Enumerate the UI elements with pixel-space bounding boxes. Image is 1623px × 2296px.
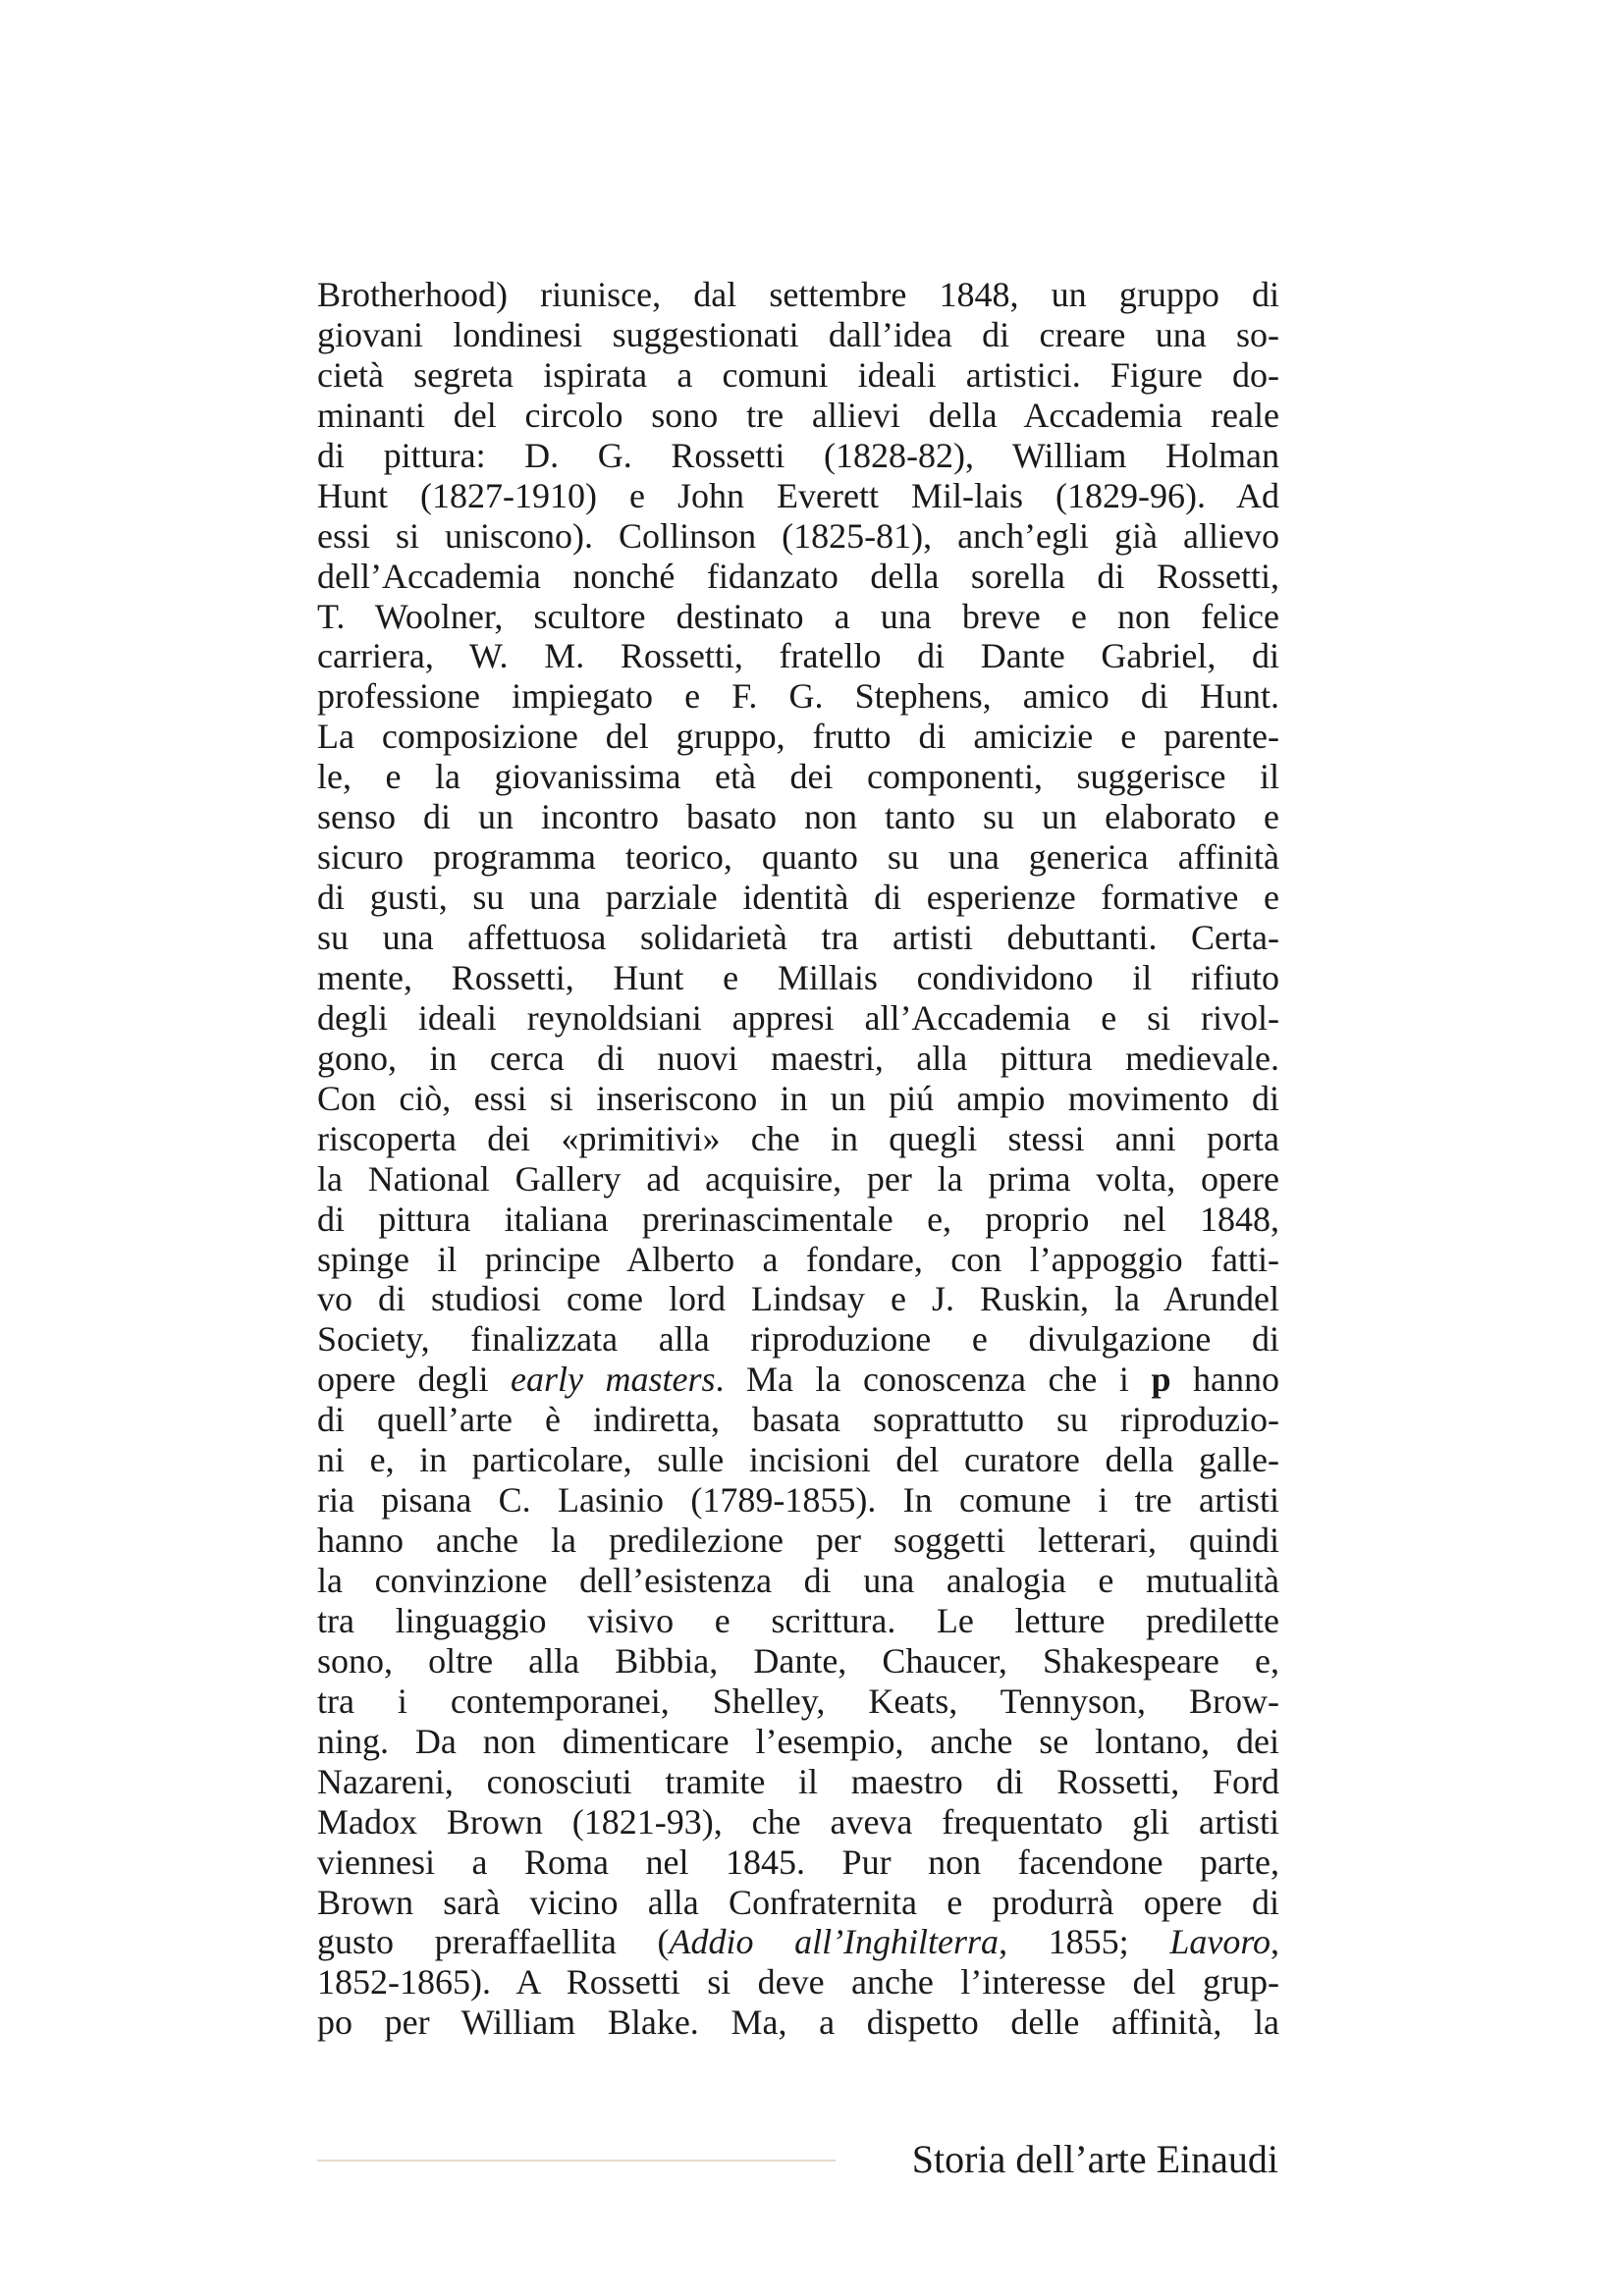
text-run: Hunt (1827-1910) e John Everett Mil-lais (1829-96). Ad [317,475,1279,515]
text-line [317,1480,1279,1521]
text-line [317,516,1279,557]
text-run: . Ma la conoscenza che i [715,1360,1152,1400]
text-run: carriera, W. M. Rossetti, fratello di Dante Gabriel, di [317,636,1279,676]
text-line [317,315,1279,355]
text-run: La composizione del gruppo, frutto di amicizie e parente- [317,717,1279,757]
text-run: hanno anche la predilezione per soggetti letterari, quindi [317,1521,1279,1561]
text-run: minanti del circolo sono tre allievi della Accademia reale [317,395,1279,435]
text-run: le, e la giovanissima età dei componenti, suggerisce il [317,757,1279,797]
text-run: di pittura italiana prerinascimentale e, proprio nel 1848, [317,1199,1279,1239]
italic-text: early masters [510,1360,716,1400]
text-run: Con ciò, essi si inseriscono in un piú ampio movimento di [317,1078,1279,1118]
text-run: mente, Rossetti, Hunt e Millais condividono il rifiuto [317,957,1279,997]
text-line [317,717,1279,757]
text-run: hanno [1170,1360,1279,1400]
text-line [317,757,1279,797]
text-line [317,676,1279,717]
text-line [317,1521,1279,1561]
text-line [317,1962,1279,2002]
text-run: tra linguaggio visivo e scrittura. Le letture predilette [317,1600,1279,1640]
bold-text: p [1151,1360,1171,1400]
text-run: sicuro programma teorico, quanto su una generica affinità [317,837,1279,878]
text-run: tra i contemporanei, Shelley, Keats, Tennyson, Brow- [317,1681,1279,1721]
text-line [317,1601,1279,1641]
text-run: di quell’arte è indiretta, basata soprattutto su riproduzio- [317,1400,1279,1440]
text-line [317,837,1279,878]
text-line [317,918,1279,958]
text-run: vo di studiosi come lord Lindsay e J. Ruskin, la Arundel [317,1279,1279,1319]
text-run: professione impiegato e F. G. Stephens, amico di Hunt. [317,676,1279,717]
text-line [317,597,1279,637]
text-run: giovani londinesi suggestionati dall’idea di creare una so- [317,314,1279,354]
text-line [317,2002,1279,2043]
text-run: viennesi a Roma nel 1845. Pur non facendone parte, [317,1842,1279,1882]
italic-text: Lavoro [1169,1922,1271,1962]
text-line [317,1159,1279,1200]
text-line [317,275,1279,315]
text-line [317,1400,1279,1440]
text-run: ning. Da non dimenticare l’esempio, anche se lontano, dei [317,1721,1279,1761]
text-run: 1852-1865). A Rossetti si deve anche l’interesse del grup- [317,1962,1279,2002]
text-run: senso di un incontro basato non tanto su un elaborato e [317,797,1279,837]
text-run: sono, oltre alla Bibbia, Dante, Chaucer, Shakespeare e, [317,1640,1279,1681]
text-run: opere degli [317,1360,511,1400]
text-line [317,958,1279,998]
text-line [317,1360,1279,1400]
text-line [317,396,1279,436]
text-run: la convinzione dell’esistenza di una analogia e mutualità [317,1561,1279,1600]
text-run: Nazareni, conosciuti tramite il maestro di Rossetti, Ford [317,1761,1279,1801]
text-line [317,1883,1279,1923]
text-line [317,1762,1279,1802]
text-run: essi si uniscono). Collinson (1825-81), anch’egli già allievo [317,515,1279,556]
text-run: spinge il principe Alberto a fondare, con l’appoggio fatti- [317,1239,1279,1279]
text-run: Society, finalizzata alla riproduzione e divulgazione di [317,1319,1279,1360]
text-line [317,1039,1279,1079]
footer-title: Storia dell’arte Einaudi [911,2137,1278,2181]
text-line [317,1802,1279,1842]
text-run: Brotherhood) riunisce, dal settembre 1848, un gruppo di [317,275,1279,314]
text-line [317,1922,1279,1962]
text-line [317,1722,1279,1762]
text-line [317,1200,1279,1240]
text-run: degli ideali reynoldsiani appresi all’Accademia e si rivol- [317,997,1279,1038]
text-line [317,1842,1279,1883]
text-run: di gusti, su una parziale identità di esperienze formative e [317,878,1279,918]
text-line [317,1279,1279,1319]
text-run: gono, in cerca di nuovi maestri, alla pittura medievale. [317,1038,1279,1078]
text-run: di pittura: D. G. Rossetti (1828-82), William Holman [317,435,1279,475]
text-run: cietà segreta ispirata a comuni ideali artistici. Figure do- [317,354,1279,395]
text-run: , [1271,1922,1279,1962]
text-run: ria pisana C. Lasinio (1789-1855). In comune i tre artisti [317,1480,1279,1521]
text-run: Brown sarà vicino alla Confraternita e produrrà opere di [317,1882,1279,1922]
text-line [317,1119,1279,1159]
text-run: riscoperta dei «primitivi» che in quegli stessi anni porta [317,1118,1279,1158]
text-run: Madox Brown (1821-93), che aveva frequentato gli artisti [317,1801,1279,1842]
text-line [317,355,1279,396]
italic-text: Addio all’Inghilterra [669,1922,1000,1962]
text-line [317,557,1279,597]
text-line [317,636,1279,676]
text-line [317,1561,1279,1601]
text-run: la National Gallery ad acquisire, per la prima volta, opere [317,1158,1279,1199]
text-run: dell’Accademia nonché fidanzato della sorella di Rossetti, [317,556,1279,596]
text-line [317,1319,1279,1360]
text-run: , 1855; [999,1922,1170,1962]
text-line [317,1641,1279,1682]
text-line [317,436,1279,476]
text-run: ni e, in particolare, sulle incisioni del curatore della galle- [317,1440,1279,1480]
text-run: su una affettuosa solidarietà tra artisti debuttanti. Certa- [317,918,1279,957]
text-line [317,476,1279,516]
text-run: po per William Blake. Ma, a dispetto delle affinità, la [317,2002,1279,2043]
body-text [317,275,1279,2043]
text-run: T. Woolner, scultore destinato a una breve e non felice [317,596,1279,636]
text-line [317,878,1279,918]
text-run: gusto preraffaellita ( [317,1922,670,1962]
text-line [317,998,1279,1039]
footer-rule [317,2160,836,2162]
text-line [317,1240,1279,1280]
text-line [317,1682,1279,1722]
text-line [317,797,1279,837]
text-line [317,1440,1279,1480]
text-line [317,1079,1279,1119]
